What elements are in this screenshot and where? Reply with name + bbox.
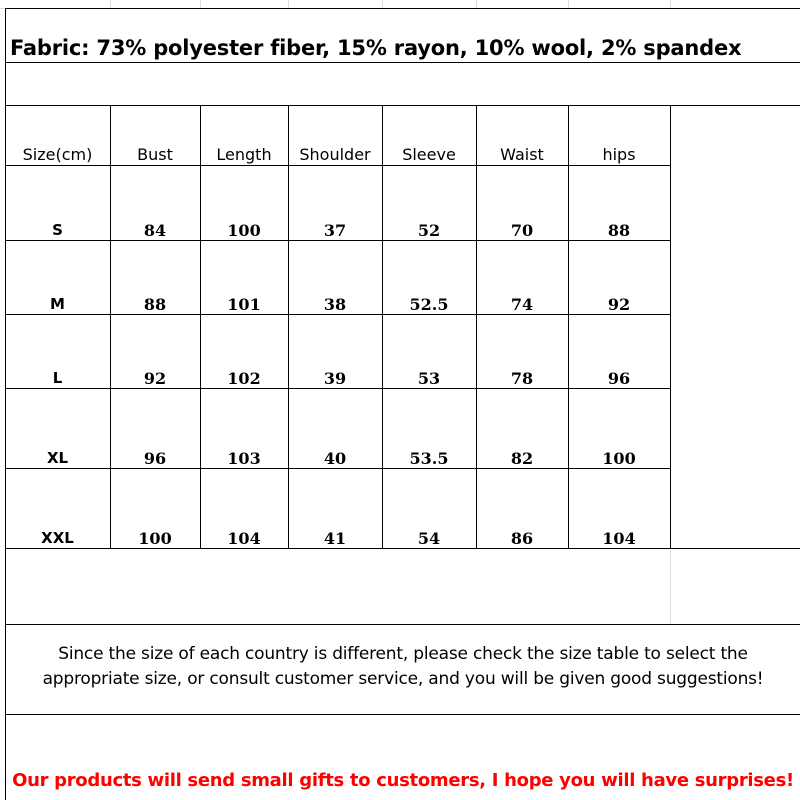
- table-cell: L: [52, 369, 63, 387]
- table-cell: 103: [227, 449, 261, 468]
- table-cell: 38: [323, 295, 347, 314]
- rule: [476, 105, 477, 548]
- rule: [670, 105, 671, 548]
- rule: [288, 105, 289, 548]
- rule: [5, 314, 670, 315]
- rule: [5, 105, 800, 106]
- table-cell: 100: [602, 449, 636, 468]
- gridline: [382, 0, 383, 8]
- table-cell: 92: [143, 369, 167, 388]
- table-cell: 96: [143, 449, 167, 468]
- table-cell: 39: [323, 369, 347, 388]
- table-cell: S: [52, 221, 63, 239]
- size-advice-note: [6, 642, 800, 692]
- header-bust: Bust: [137, 145, 173, 164]
- gift-message: Our products will send small gifts to customers, I hope you will have surprises!: [12, 770, 794, 791]
- rule: [5, 714, 800, 715]
- gridline: [110, 0, 111, 8]
- table-cell: 102: [227, 369, 261, 388]
- table-cell: 104: [227, 529, 261, 548]
- table-cell: 41: [323, 529, 347, 548]
- table-cell: 54: [417, 529, 441, 548]
- table-cell: 96: [607, 369, 631, 388]
- rule: [5, 165, 670, 166]
- size-advice-line-2: appropriate size, or consult customer service, and you will be given good suggestions!: [42, 669, 764, 689]
- header-length: Length: [216, 145, 272, 164]
- gridline: [288, 0, 289, 8]
- header-hips: hips: [602, 145, 636, 164]
- table-cell: 104: [602, 529, 636, 548]
- rule: [382, 105, 383, 548]
- gridline: [476, 0, 477, 8]
- table-cell: 70: [510, 221, 534, 240]
- table-cell: 100: [138, 529, 172, 548]
- table-cell: 52.5: [409, 295, 449, 314]
- gridline: [568, 0, 569, 8]
- table-cell: 86: [510, 529, 534, 548]
- gridline: [670, 0, 671, 8]
- table-cell: 84: [143, 221, 167, 240]
- table-cell: XXL: [41, 529, 74, 547]
- rule: [5, 548, 800, 549]
- gridline: [200, 0, 201, 8]
- table-cell: 74: [510, 295, 534, 314]
- table-cell: 78: [510, 369, 534, 388]
- rule: [5, 62, 800, 63]
- table-cell: 52: [417, 221, 441, 240]
- header-size: Size(cm): [22, 145, 93, 164]
- header-shoulder: Shoulder: [299, 145, 371, 164]
- table-cell: XL: [46, 449, 69, 467]
- table-cell: 101: [227, 295, 261, 314]
- table-cell: 53.5: [409, 449, 449, 468]
- header-sleeve: Sleeve: [402, 145, 456, 164]
- table-cell: 100: [227, 221, 261, 240]
- table-cell: 53: [417, 369, 441, 388]
- rule: [5, 624, 800, 625]
- header-waist: Waist: [500, 145, 544, 164]
- rule: [5, 388, 670, 389]
- rule: [568, 105, 569, 548]
- fabric-composition: Fabric: 73% polyester fiber, 15% rayon, 10% wool, 2% spandex: [10, 36, 742, 60]
- table-cell: 40: [323, 449, 347, 468]
- table-cell: 88: [143, 295, 167, 314]
- rule: [110, 105, 111, 548]
- table-cell: M: [50, 295, 65, 313]
- table-cell: 37: [323, 221, 347, 240]
- rule: [5, 240, 670, 241]
- table-cell: 92: [607, 295, 631, 314]
- size-advice-line-1: Since the size of each country is different, please check the size table to select the: [58, 644, 748, 664]
- table-cell: 88: [607, 221, 631, 240]
- rule: [200, 105, 201, 548]
- table-cell: 82: [510, 449, 534, 468]
- rule: [5, 468, 670, 469]
